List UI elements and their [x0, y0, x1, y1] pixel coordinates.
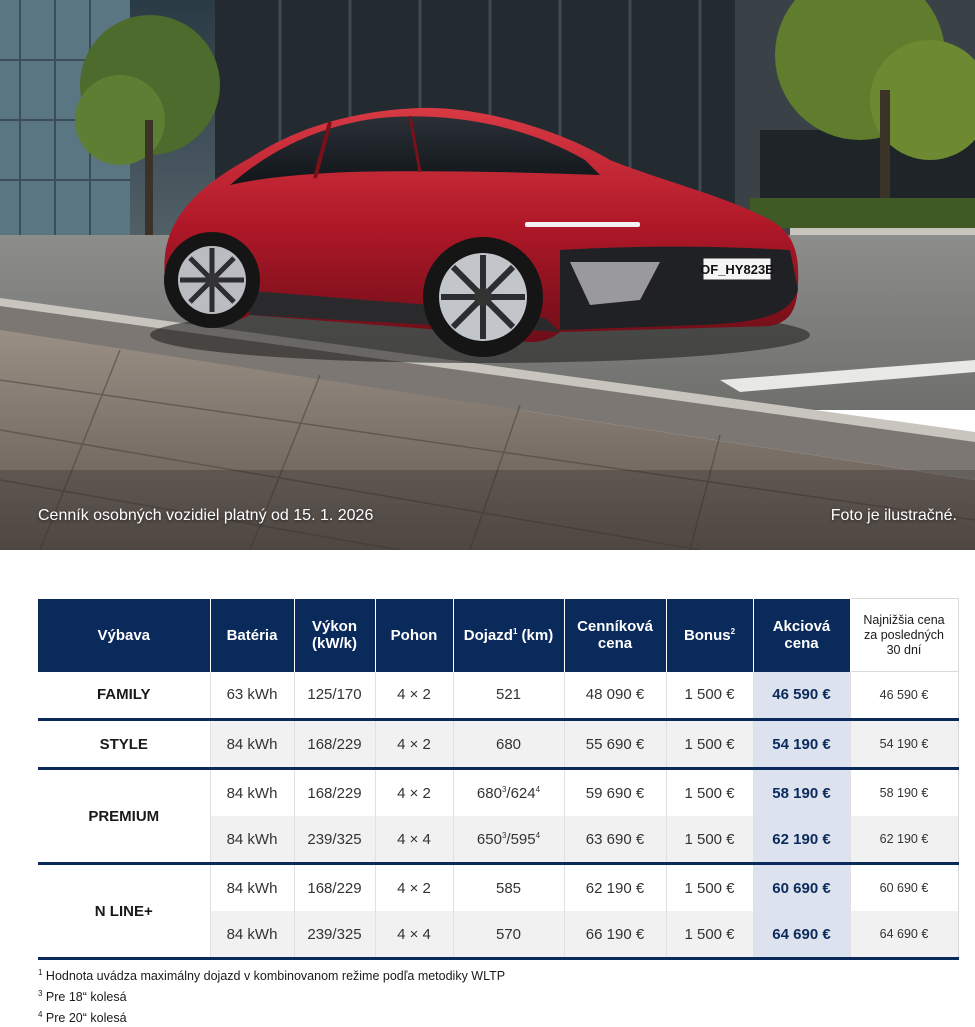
cell-drive: 4 × 4 [375, 816, 453, 864]
cell-promo-price: 54 190 € [753, 720, 850, 769]
table-row [38, 864, 958, 912]
price-list-validity: Cenník osobných vozidiel platný od 15. 1. 2026 [38, 507, 374, 524]
footnote-4: $^4$ Pre 20“ kolesá [38, 1010, 127, 1026]
cell-range: 585 [453, 864, 564, 912]
cell-range: 521 [453, 672, 564, 720]
header-promo-price: Akciová cena [753, 599, 850, 672]
table-row [38, 769, 958, 817]
cell-battery: 84 kWh [210, 911, 294, 959]
header-power: Výkon (kW/k) [294, 599, 375, 672]
cell-lowest-price: 64 690 € [850, 911, 958, 959]
cell-power: 239/325 [294, 911, 375, 959]
cell-drive: 4 × 4 [375, 911, 453, 959]
cell-drive: 4 × 2 [375, 720, 453, 769]
price-table [38, 598, 959, 960]
cell-lowest-price: 62 190 € [850, 816, 958, 864]
cell-range: $680^3/624^4$ [453, 769, 564, 817]
table-row [38, 720, 958, 769]
cell-promo-price: 58 190 € [753, 769, 850, 817]
cell-bonus: 1 500 € [666, 816, 753, 864]
cell-power: 125/170 [294, 672, 375, 720]
cell-power: 239/325 [294, 816, 375, 864]
cell-lowest-price: 60 690 € [850, 864, 958, 912]
cell-list-price: 66 190 € [564, 911, 666, 959]
cell-list-price: 55 690 € [564, 720, 666, 769]
cell-list-price: 48 090 € [564, 672, 666, 720]
cell-range: $650^3/595^4$ [453, 816, 564, 864]
cell-battery: 84 kWh [210, 864, 294, 912]
cell-drive: 4 × 2 [375, 672, 453, 720]
cell-bonus: 1 500 € [666, 864, 753, 912]
cell-battery: 84 kWh [210, 720, 294, 769]
cell-promo-price: 46 590 € [753, 672, 850, 720]
cell-lowest-price: 46 590 € [850, 672, 958, 720]
cell-range: 680 [453, 720, 564, 769]
photo-disclaimer: Foto je ilustračné. [830, 507, 957, 524]
trim-family: FAMILY [38, 672, 210, 720]
cell-list-price: 62 190 € [564, 864, 666, 912]
cell-promo-price: 64 690 € [753, 911, 850, 959]
cell-lowest-price: 58 190 € [850, 769, 958, 817]
table-header-row [38, 599, 958, 672]
cell-promo-price: 62 190 € [753, 816, 850, 864]
footnote-3: $^3$ Pre 18“ kolesá [38, 989, 127, 1005]
cell-promo-price: 60 690 € [753, 864, 850, 912]
cell-battery: 63 kWh [210, 672, 294, 720]
header-lowest-price: Najnižšia cena za posledných 30 dní [850, 599, 958, 672]
header-range: Dojazd$^1$ (km) [453, 599, 564, 672]
footnote-1: $^1$ Hodnota uvádza maximálny dojazd v kombinovanom režime podľa metodiky WLTP [38, 968, 506, 984]
cell-power: 168/229 [294, 720, 375, 769]
license-plate: OF_HY823E [700, 262, 774, 277]
cell-bonus: 1 500 € [666, 769, 753, 817]
cell-drive: 4 × 2 [375, 864, 453, 912]
cell-range: 570 [453, 911, 564, 959]
cell-list-price: 63 690 € [564, 816, 666, 864]
header-drive: Pohon [375, 599, 453, 672]
trim-n-line-plus: N LINE+ [38, 864, 210, 959]
header-trim: Výbava [38, 599, 210, 672]
footnotes [38, 964, 505, 1027]
cell-bonus: 1 500 € [666, 672, 753, 720]
header-bonus: Bonus$^2$ [666, 599, 753, 672]
cell-lowest-price: 54 190 € [850, 720, 958, 769]
cell-bonus: 1 500 € [666, 720, 753, 769]
cell-bonus: 1 500 € [666, 911, 753, 959]
cell-battery: 84 kWh [210, 769, 294, 817]
table-row [38, 672, 958, 720]
header-list-price: Cenníková cena [564, 599, 666, 672]
header-battery: Batéria [210, 599, 294, 672]
cell-drive: 4 × 2 [375, 769, 453, 817]
cell-power: 168/229 [294, 769, 375, 817]
cell-battery: 84 kWh [210, 816, 294, 864]
trim-premium: PREMIUM [38, 769, 210, 864]
trim-style: STYLE [38, 720, 210, 769]
cell-list-price: 59 690 € [564, 769, 666, 817]
cell-power: 168/229 [294, 864, 375, 912]
